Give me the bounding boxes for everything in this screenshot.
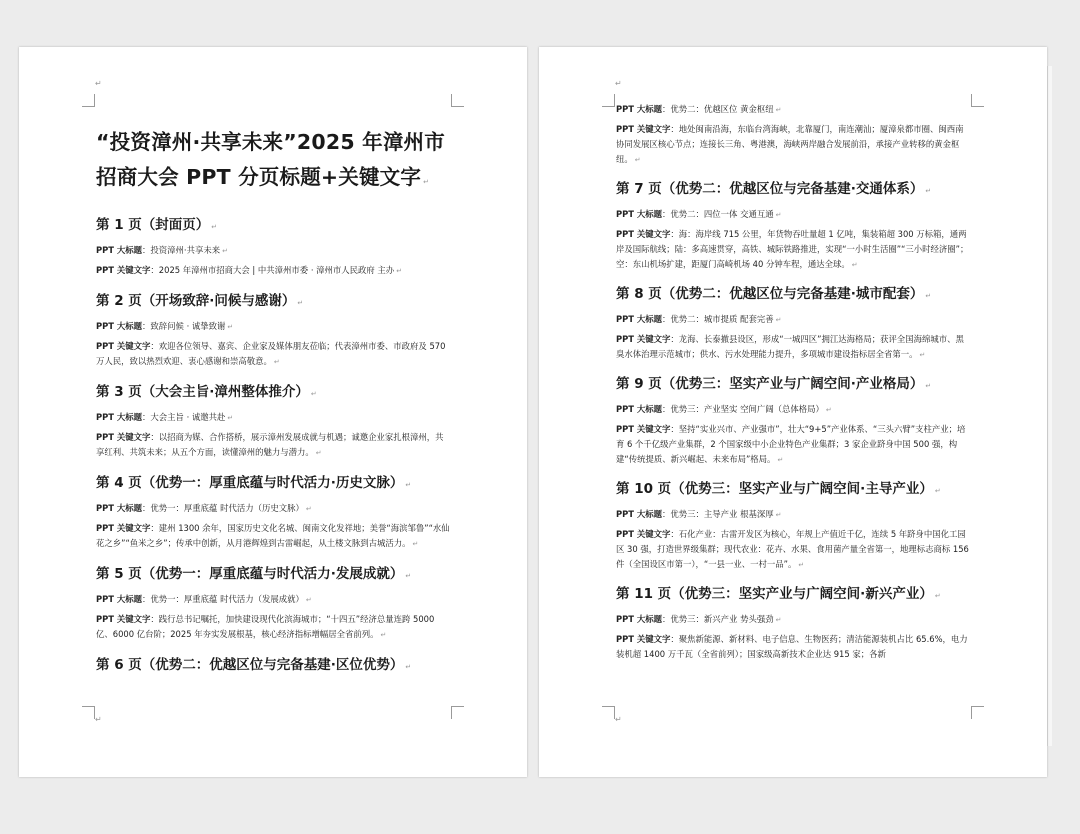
paragraph-mark: ↵ — [227, 414, 234, 422]
ppt-text-value: 欢迎各位领导、嘉宾、企业家及媒体朋友莅临；代表漳州市委、市政府及 570 万人民，致以热烈欢迎、衷心感谢和崇高敬意。 — [96, 341, 446, 366]
ppt-text-line[interactable]: PPT 关键文字：龙海、长泰撤县设区，形成“一城四区”拥江达海格局；获评全国海绵城市、黑臭水体治理示范城市；供水、污水处理能力提升，多项城市建设指标居全省第一。 ↵ — [616, 334, 964, 359]
paragraph-mark: ↵ — [775, 316, 782, 324]
ppt-title-value: 优势三：产业坚实 空间广阔（总体格局） — [670, 404, 824, 414]
section-heading[interactable] — [616, 284, 971, 306]
document-title[interactable] — [96, 125, 451, 200]
ppt-title-label: PPT 大标题 — [96, 412, 143, 422]
ppt-text-line[interactable]: PPT 关键文字：石化产业：古雷开发区为核心，年规上产值近千亿，连续 5 年跻身中国化工园区 30 强，打造世界级集群；现代农业：花卉、水果、食用菌产量全省第一，地理标志商标 156 件（全国设区市第一），“一县一业、一村一品”。 ↵ — [616, 529, 969, 569]
ppt-title-value: 优势三：新兴产业 势头强劲 — [670, 614, 774, 624]
margin-corner-bottom-left — [602, 706, 615, 719]
page-section-6 — [96, 655, 451, 677]
section-heading-text: 第 9 页（优势三：坚实产业与广阔空间·产业格局） — [616, 376, 924, 392]
ppt-text-label: PPT 关键文字 — [96, 614, 151, 624]
margin-corner-bottom-right — [971, 706, 984, 719]
section-heading[interactable] — [96, 382, 451, 404]
ppt-title-label: PPT 大标题 — [616, 509, 663, 519]
ppt-text-line[interactable]: PPT 关键文字：建州 1300 余年，国家历史文化名城、闽南文化发祥地；美誉“海滨邹鲁”“水仙花之乡”“鱼米之乡”；传承中创新，从月港辉煌到古雷崛起，从土楼文脉到古城活力。 ↵ — [96, 523, 450, 548]
section-heading-text: 第 2 页（开场致辞·问候与感谢） — [96, 293, 296, 309]
ppt-title-line[interactable]: PPT 大标题：优势二：城市提质 配套完善 ↵ — [616, 314, 782, 324]
section-heading[interactable] — [616, 179, 971, 201]
ppt-text-label: PPT 关键文字 — [96, 265, 151, 275]
paragraph-mark: ↵ — [934, 487, 941, 495]
section-heading-text: 第 11 页（优势三：坚实产业与广阔空间·新兴产业） — [616, 586, 933, 602]
ppt-title-value: 优势二：城市提质 配套完善 — [670, 314, 774, 324]
paragraph-mark: ↵ — [305, 505, 312, 513]
ppt-text-line[interactable]: PPT 关键文字：坚持“实业兴市、产业强市”，壮大“9+5”产业体系、“三头六臂”支柱产业；培育 6 个千亿级产业集群，2 个国家级中小企业特色产业集群；3 家企业跻身中国 500 强，构建“传统提质、新兴崛起、未来布局”格局。 ↵ — [616, 424, 966, 464]
page-section-6-cont — [616, 102, 971, 168]
paragraph-mark: ↵ — [423, 178, 430, 186]
paragraph-mark: ↵ — [412, 540, 419, 548]
ppt-title-label: PPT 大标题 — [616, 404, 663, 414]
page-section-4 — [96, 473, 451, 552]
section-heading-text: 第 8 页（优势二：优越区位与完备基建·城市配套） — [616, 286, 924, 302]
paragraph-mark: ↵ — [227, 323, 234, 331]
ppt-title-label: PPT 大标题 — [96, 503, 143, 513]
section-heading[interactable] — [96, 215, 451, 237]
paragraph-mark: ↵ — [934, 592, 941, 600]
paragraph-mark: ↵ — [775, 106, 782, 114]
paragraph-mark: ↵ — [925, 292, 932, 300]
page-section-7 — [616, 179, 971, 273]
ppt-title-label: PPT 大标题 — [96, 594, 143, 604]
document-page-right — [539, 47, 1047, 777]
section-heading-text: 第 1 页（封面页） — [96, 217, 210, 233]
ppt-title-value: 优势一：厚重底蕴 时代活力（发展成就） — [150, 594, 304, 604]
ppt-text-value: 海：海岸线 715 公里，年货物吞吐量超 1 亿吨，集装箱超 300 万标箱，通两岸及国际航线；陆：多高速贯穿，高铁、城际铁路推进，实现“一小时生活圈”“三小时经济圈”；空：东山机场扩建，距厦门高崎机场 40 分钟车程，通达全球。 — [616, 229, 969, 269]
ppt-title-label: PPT 大标题 — [616, 104, 663, 114]
ppt-title-value: 优势二：优越区位 黄金枢纽 — [670, 104, 774, 114]
page-section-2 — [96, 291, 451, 370]
paragraph-mark: ↵ — [925, 187, 932, 195]
page-section-8 — [616, 284, 971, 363]
ppt-title-line[interactable]: PPT 大标题：优势三：新兴产业 势头强劲 ↵ — [616, 614, 782, 624]
ppt-title-line[interactable]: PPT 大标题：优势二：优越区位 黄金枢纽 ↵ — [616, 104, 782, 114]
ppt-text-value: 坚持“实业兴市、产业强市”，壮大“9+5”产业体系、“三头六臂”支柱产业；培育 6 个千亿级产业集群，2 个国家级中小企业特色产业集群；3 家企业跻身中国 500 强，构建“传统提质、新兴崛起、未来布局”格局。 — [616, 424, 966, 464]
page-section-11 — [616, 584, 971, 662]
paragraph-mark: ↵ — [222, 247, 228, 255]
ppt-title-line[interactable]: PPT 大标题：大会主旨 · 诚邀共赴 ↵ — [96, 412, 234, 422]
ppt-text-line[interactable]: PPT 关键文字：践行总书记嘱托，加快建设现代化滨海城市；“十四五”经济总量连跨 5000 亿、6000 亿台阶；2025 年夯实发展根基，核心经济指标增幅居全省前列。 ↵ — [96, 614, 435, 639]
paragraph-mark: ↵ — [380, 631, 387, 639]
paragraph-mark: ↵ — [634, 156, 641, 164]
section-heading-text: 第 10 页（优势三：坚实产业与广阔空间·主导产业） — [616, 481, 933, 497]
paragraph-mark: ↵ — [405, 572, 412, 580]
page-section-10 — [616, 479, 971, 573]
ppt-title-label: PPT 大标题 — [96, 321, 143, 331]
ppt-title-label: PPT 大标题 — [96, 245, 143, 255]
ppt-title-value: 大会主旨 · 诚邀共赴 — [150, 412, 226, 422]
ppt-title-line[interactable]: PPT 大标题：优势二：四位一体 交通互通 ↵ — [616, 209, 782, 219]
ppt-text-value: 石化产业：古雷开发区为核心，年规上产值近千亿，连续 5 年跻身中国化工园区 30 强，打造世界级集群；现代农业：花卉、水果、食用菌产量全省第一，地理标志商标 156 件（全国设区市第一），“一县一业、一村一品”。 — [616, 529, 969, 569]
paragraph-mark: ↵ — [615, 79, 622, 88]
next-page-edge — [1047, 66, 1052, 746]
page-section-3 — [96, 382, 451, 461]
ppt-title-line[interactable]: PPT 大标题：优势一：厚重底蕴 时代活力（发展成就） ↵ — [96, 594, 312, 604]
paragraph-mark: ↵ — [919, 351, 926, 359]
ppt-title-label: PPT 大标题 — [616, 209, 663, 219]
ppt-text-line[interactable]: PPT 关键文字：海：海岸线 715 公里，年货物吞吐量超 1 亿吨，集装箱超 300 万标箱，通两岸及国际航线；陆：多高速贯穿，高铁、城际铁路推进，实现“一小时生活圈”“三小时经济圈”；空：东山机场扩建，距厦门高崎机场 40 分钟车程，通达全球。 ↵ — [616, 229, 969, 269]
ppt-text-value: 建州 1300 余年，国家历史文化名城、闽南文化发祥地；美誉“海滨邹鲁”“水仙花之乡”“鱼米之乡”；传承中创新，从月港辉煌到古雷崛起，从土楼文脉到古城活力。 — [96, 523, 450, 548]
ppt-text-line[interactable]: PPT 关键文字：地处闽南沿海，东临台湾海峡，北靠厦门，南连潮汕；厦漳泉都市圈、闽西南协同发展区核心节点；连接长三角、粤港澳，海峡两岸融合发展前沿，承接产业转移的黄金枢纽。 ↵ — [616, 124, 964, 164]
ppt-text-value: 践行总书记嘱托，加快建设现代化滨海城市；“十四五”经济总量连跨 5000 亿、6000 亿台阶；2025 年夯实发展根基，核心经济指标增幅居全省前列。 — [96, 614, 435, 639]
section-heading-text: 第 7 页（优势二：优越区位与完备基建·交通体系） — [616, 181, 924, 197]
margin-corner-bottom-left — [82, 706, 95, 719]
ppt-text-value: 聚焦新能源、新材料、电子信息、生物医药；清洁能源装机占比 65.6%，电力装机超 1400 万千瓦（全省前列）；国家级高新技术企业达 915 家；各新 — [616, 634, 968, 659]
ppt-title-label: PPT 大标题 — [616, 314, 663, 324]
paragraph-mark: ↵ — [95, 715, 102, 724]
ppt-text-label: PPT 关键文字 — [616, 529, 671, 539]
ppt-title-value: 优势三：主导产业 根基深厚 — [670, 509, 774, 519]
section-heading[interactable] — [96, 655, 451, 677]
ppt-text-label: PPT 关键文字 — [96, 341, 151, 351]
paragraph-mark: ↵ — [95, 79, 102, 88]
paragraph-mark: ↵ — [405, 481, 412, 489]
paragraph-mark: ↵ — [211, 223, 218, 231]
paragraph-mark: ↵ — [775, 511, 782, 519]
page-section-1 — [96, 215, 451, 279]
paragraph-mark: ↵ — [273, 358, 280, 366]
margin-corner-top-left — [602, 94, 615, 107]
ppt-title-line[interactable]: PPT 大标题：优势一：厚重底蕴 时代活力（历史文脉） ↵ — [96, 503, 312, 513]
paragraph-mark: ↵ — [825, 406, 832, 414]
paragraph-mark: ↵ — [798, 561, 805, 569]
ppt-text-value: 地处闽南沿海，东临台湾海峡，北靠厦门，南连潮汕；厦漳泉都市圈、闽西南协同发展区核心节点；连接长三角、粤港澳，海峡两岸融合发展前沿，承接产业转移的黄金枢纽。 — [616, 124, 964, 164]
ppt-title-value: 优势一：厚重底蕴 时代活力（历史文脉） — [150, 503, 304, 513]
page-section-5 — [96, 564, 451, 643]
paragraph-mark: ↵ — [925, 382, 932, 390]
ppt-title-line[interactable]: PPT 大标题：投资漳州·共享未来 ↵ — [96, 245, 228, 255]
paragraph-mark: ↵ — [396, 267, 403, 275]
ppt-title-value: 致辞问候 · 诚挚致谢 — [150, 321, 226, 331]
ppt-title-line[interactable]: PPT 大标题：致辞问候 · 诚挚致谢 ↵ — [96, 321, 234, 331]
ppt-text-line[interactable]: PPT 关键文字：欢迎各位领导、嘉宾、企业家及媒体朋友莅临；代表漳州市委、市政府及 570 万人民，致以热烈欢迎、衷心感谢和崇高敬意。 ↵ — [96, 341, 446, 366]
paragraph-mark: ↵ — [775, 211, 782, 219]
paragraph-mark: ↵ — [297, 299, 304, 307]
section-heading[interactable] — [96, 473, 451, 495]
ppt-text-label: PPT 关键文字 — [616, 334, 671, 344]
ppt-text-label: PPT 关键文字 — [96, 523, 151, 533]
ppt-title-label: PPT 大标题 — [616, 614, 663, 624]
ppt-text-label: PPT 关键文字 — [616, 634, 671, 644]
paragraph-mark: ↵ — [310, 390, 317, 398]
ppt-text-label: PPT 关键文字 — [616, 229, 671, 239]
paragraph-mark: ↵ — [405, 663, 412, 671]
ppt-title-line[interactable]: PPT 大标题：优势三：产业坚实 空间广阔（总体格局） ↵ — [616, 404, 832, 414]
section-heading-text: 第 5 页（优势一：厚重底蕴与时代活力·发展成就） — [96, 566, 404, 582]
section-heading[interactable] — [96, 564, 451, 586]
ppt-title-value: 优势二：四位一体 交通互通 — [670, 209, 774, 219]
paragraph-mark: ↵ — [777, 456, 784, 464]
ppt-text-label: PPT 关键文字 — [616, 424, 671, 434]
section-heading[interactable] — [616, 584, 971, 606]
ppt-title-line[interactable]: PPT 大标题：优势三：主导产业 根基深厚 ↵ — [616, 509, 782, 519]
section-heading[interactable] — [616, 479, 971, 501]
ppt-text-label: PPT 关键文字 — [616, 124, 671, 134]
section-heading[interactable] — [616, 374, 971, 396]
ppt-text-line[interactable]: PPT 关键文字：聚焦新能源、新材料、电子信息、生物医药；清洁能源装机占比 65.6%，电力装机超 1400 万千瓦（全省前列）；国家级高新技术企业达 915 家；各新 — [616, 634, 968, 659]
page-section-9 — [616, 374, 971, 468]
ppt-text-line[interactable]: PPT 关键文字：2025 年漳州市招商大会 | 中共漳州市委 · 漳州市人民政府 主办 ↵ — [96, 265, 403, 275]
margin-corner-bottom-right — [451, 706, 464, 719]
paragraph-mark: ↵ — [851, 261, 858, 269]
ppt-text-value: 2025 年漳州市招商大会 | 中共漳州市委 · 漳州市人民政府 主办 — [158, 265, 395, 275]
paragraph-mark: ↵ — [305, 596, 312, 604]
document-title-text: “投资漳州·共享未来”2025 年漳州市招商大会 PPT 分页标题+关键文字 — [96, 130, 445, 189]
section-heading[interactable] — [96, 291, 451, 313]
ppt-text-label: PPT 关键文字 — [96, 432, 151, 442]
paragraph-mark: ↵ — [615, 715, 622, 724]
page-content — [96, 107, 451, 689]
margin-corner-top-right — [971, 94, 984, 107]
ppt-text-value: 龙海、长泰撤县设区，形成“一城四区”拥江达海格局；获评全国海绵城市、黑臭水体治理示范城市；供水、污水处理能力提升，多项城市建设指标居全省第一。 — [616, 334, 964, 359]
document-page-left — [19, 47, 527, 777]
paragraph-mark: ↵ — [775, 616, 782, 624]
section-heading-text: 第 3 页（大会主旨·漳州整体推介） — [96, 384, 309, 400]
section-heading-text: 第 4 页（优势一：厚重底蕴与时代活力·历史文脉） — [96, 475, 404, 491]
ppt-text-line[interactable]: PPT 关键文字：以招商为媒、合作搭桥，展示漳州发展成就与机遇；诚邀企业家扎根漳州，共享红利、共筑未来；从五个方面，读懂漳州的魅力与潜力。 ↵ — [96, 432, 444, 457]
page-content — [616, 102, 971, 673]
ppt-title-value: 投资漳州·共享未来 — [150, 245, 221, 255]
margin-corner-top-right — [451, 94, 464, 107]
ppt-text-value: 以招商为媒、合作搭桥，展示漳州发展成就与机遇；诚邀企业家扎根漳州，共享红利、共筑未来；从五个方面，读懂漳州的魅力与潜力。 — [96, 432, 444, 457]
margin-corner-top-left — [82, 94, 95, 107]
section-heading-text: 第 6 页（优势二：优越区位与完备基建·区位优势） — [96, 657, 404, 673]
paragraph-mark: ↵ — [315, 449, 322, 457]
